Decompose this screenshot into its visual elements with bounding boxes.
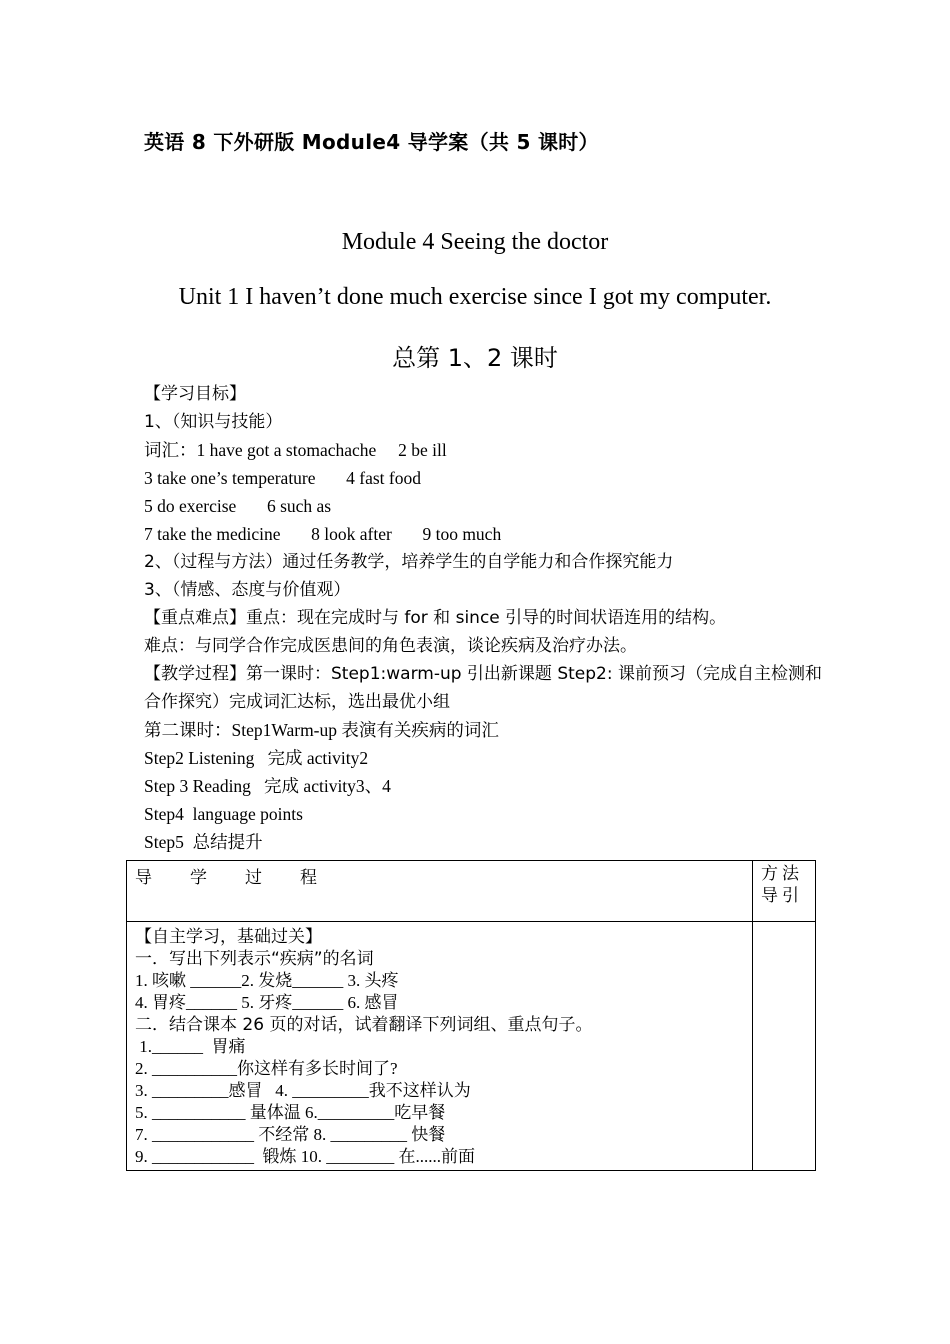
second-lesson-step: 第二课时：Step1Warm-up 表演有关疾病的词汇 <box>144 720 499 740</box>
exercise-line: 一．写出下列表示“疾病”的名词 <box>135 949 374 969</box>
objective-process: 2、（过程与方法）通过任务教学，培养学生的自学能力和合作探究能力 <box>144 552 674 572</box>
header-guide-process: 导学过程 <box>127 861 753 922</box>
lesson-heading: 总第 1、2 课时 <box>392 344 558 372</box>
vocab-line: 词汇：1 have got a stomachache 2 be ill <box>144 440 447 460</box>
exercise-line: 4. 胃疼______ 5. 牙疼______ 6. 感冒 <box>135 993 399 1012</box>
second-lesson-step: Step2 Listening 完成 activity2 <box>144 748 369 768</box>
objective-knowledge: 1、（知识与技能） <box>144 412 283 432</box>
key-points: 【重点难点】重点：现在完成时与 for 和 since 引导的时间状语连用的结构。 <box>144 608 727 628</box>
exercise-line: 【自主学习，基础过关】 <box>135 927 322 947</box>
module-heading: Module 4 Seeing the doctor <box>341 229 609 255</box>
exercise-line: 9. ____________ 锻炼 10. ________ 在......前面 <box>135 1147 475 1166</box>
second-lesson-step: Step 3 Reading 完成 activity3、4 <box>144 776 391 796</box>
exercise-line: 1. 咳嗽 ______2. 发烧______ 3. 头疼 <box>135 971 399 990</box>
exercise-line: 3. _________感冒 4. _________我不这样认为 <box>135 1081 471 1100</box>
document-title: 英语 8 下外研版 Module4 导学案（共 5 课时） <box>144 130 599 154</box>
lesson-plan-body <box>144 380 824 856</box>
difficulty: 难点：与同学合作完成医患间的角色表演，谈论疾病及治疗办法。 <box>144 636 637 656</box>
unit-heading: Unit 1 I haven’t done much exercise since I got my computer. <box>178 284 772 310</box>
vocab-line: 5 do exercise 6 such as <box>144 496 332 516</box>
exercise-line: 1.______ 胃痛 <box>135 1037 246 1056</box>
teaching-process: 【教学过程】第一课时：Step1:warm-up 引出新课题 Step2: 课前预习（完成自主检测和合作探究）完成词汇达标，选出最优小组 <box>144 664 822 712</box>
table-content-row <box>127 922 816 1171</box>
guide-table <box>126 860 816 1171</box>
exercise-line: 二．结合课本 26 页的对话，试着翻译下列词组、重点句子。 <box>135 1015 593 1035</box>
header-method-guide: 方法导引 <box>753 861 816 922</box>
objective-emotion: 3、（情感、态度与价值观） <box>144 580 351 600</box>
vocab-line: 3 take one’s temperature 4 fast food <box>144 468 421 488</box>
self-study-cell <box>127 922 753 1171</box>
exercise-line: 5. ___________ 量体温 6._________吃早餐 <box>135 1103 446 1122</box>
table-header-row <box>127 861 816 922</box>
second-lesson-step: Step5 总结提升 <box>144 832 263 852</box>
exercise-line: 7. ____________ 不经常 8. _________ 快餐 <box>135 1125 446 1144</box>
second-lesson-step: Step4 language points <box>144 804 303 824</box>
method-guide-cell <box>753 922 816 1171</box>
vocab-line: 7 take the medicine 8 look after 9 too much <box>144 524 502 544</box>
objectives-heading: 【学习目标】 <box>144 384 246 404</box>
exercise-line: 2. __________你这样有多长时间了? <box>135 1059 398 1078</box>
